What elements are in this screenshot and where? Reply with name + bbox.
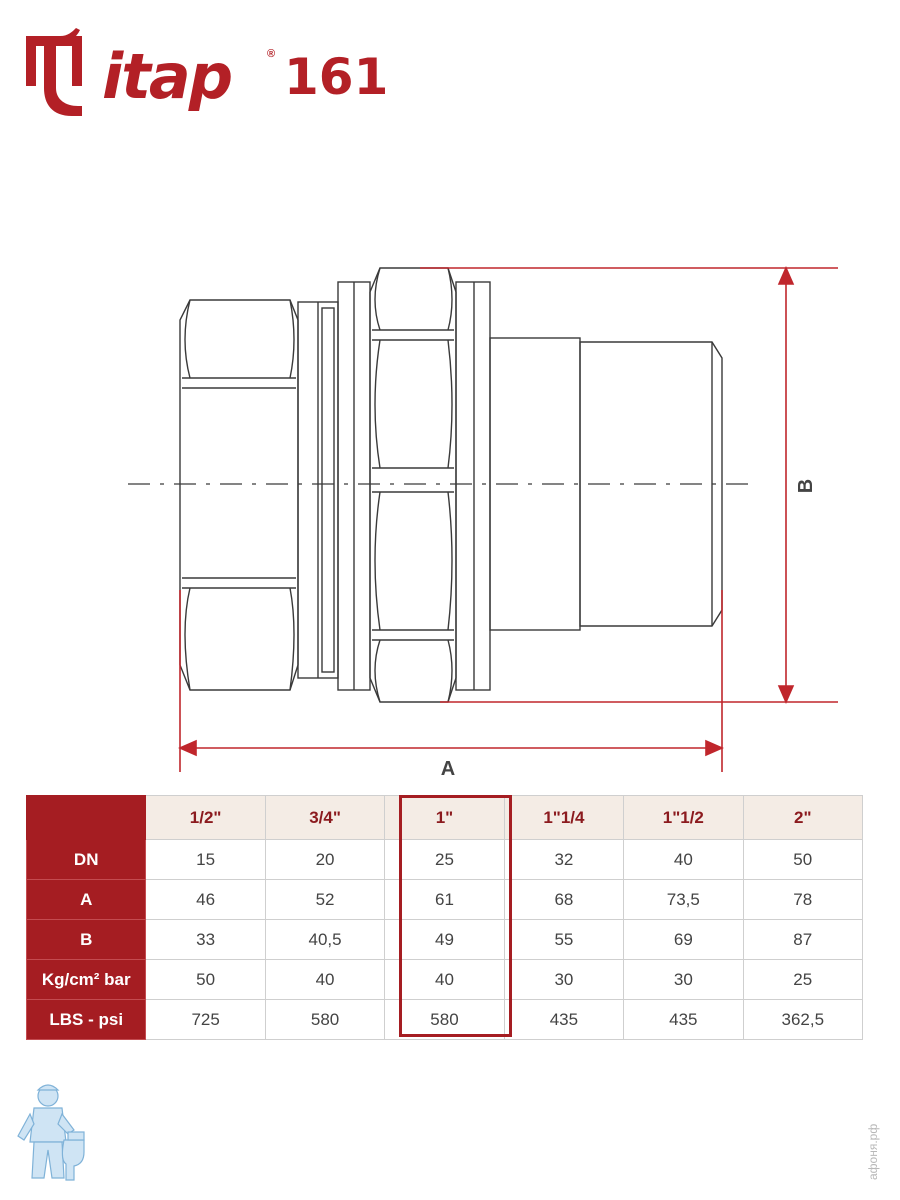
- size-header: 1"1/4: [504, 796, 623, 840]
- specification-table: [26, 795, 863, 1040]
- table-cell: 50: [743, 840, 862, 880]
- table-cell: 25: [743, 960, 862, 1000]
- table-cell: 40: [265, 960, 384, 1000]
- table-cell: 435: [624, 1000, 743, 1040]
- row-label: LBS - psi: [27, 1000, 146, 1040]
- table-cell: 49: [385, 920, 504, 960]
- table-cell: 61: [385, 880, 504, 920]
- table-corner: [27, 796, 146, 840]
- table-cell: 68: [504, 880, 623, 920]
- model-number: 161: [284, 48, 389, 106]
- size-header: 3/4": [265, 796, 384, 840]
- table-cell: 32: [504, 840, 623, 880]
- table-cell: 50: [146, 960, 265, 1000]
- left-hex-nut: [180, 300, 298, 690]
- table-header-row: [27, 796, 863, 840]
- central-hex-nut: [370, 268, 456, 702]
- dimension-a-label: A: [440, 758, 456, 780]
- table-cell: 725: [146, 1000, 265, 1040]
- table-cell: 580: [265, 1000, 384, 1040]
- logo-mark-icon: [22, 28, 102, 118]
- size-header: 1"1/2: [624, 796, 743, 840]
- table-cell: 20: [265, 840, 384, 880]
- table-cell: 33: [146, 920, 265, 960]
- table-cell: 30: [504, 960, 623, 1000]
- watermark: афоня.рф: [866, 1123, 880, 1180]
- row-label: A: [27, 880, 146, 920]
- row-label: B: [27, 920, 146, 960]
- table-cell: 40: [385, 960, 504, 1000]
- table-cell: 40: [624, 840, 743, 880]
- brand-name: itap: [102, 40, 232, 113]
- size-header: 1": [385, 796, 504, 840]
- brand-logo: [22, 28, 389, 118]
- table-row: [27, 960, 863, 1000]
- table-cell: 435: [504, 1000, 623, 1040]
- table-row: [27, 920, 863, 960]
- table-cell: 69: [624, 920, 743, 960]
- row-label: DN: [27, 840, 146, 880]
- table-row: [27, 1000, 863, 1040]
- table-cell: 15: [146, 840, 265, 880]
- table-cell: 52: [265, 880, 384, 920]
- registered-mark: ®: [267, 48, 276, 60]
- dimension-b-label: B: [795, 478, 817, 494]
- table-cell: 87: [743, 920, 862, 960]
- table-cell: 25: [385, 840, 504, 880]
- table-cell: 580: [385, 1000, 504, 1040]
- table-cell: 362,5: [743, 1000, 862, 1040]
- table-cell: 73,5: [624, 880, 743, 920]
- table-cell: 40,5: [265, 920, 384, 960]
- table-row: [27, 840, 863, 880]
- table-cell: 46: [146, 880, 265, 920]
- size-header: 1/2": [146, 796, 265, 840]
- table-row: [27, 880, 863, 920]
- table-cell: 30: [624, 960, 743, 1000]
- row-label: Kg/cm² bar: [27, 960, 146, 1000]
- table-cell: 55: [504, 920, 623, 960]
- size-header: 2": [743, 796, 862, 840]
- plumber-mascot-icon: [8, 1080, 88, 1190]
- table-cell: 78: [743, 880, 862, 920]
- right-collar: [456, 282, 490, 690]
- technical-drawing: [0, 250, 900, 790]
